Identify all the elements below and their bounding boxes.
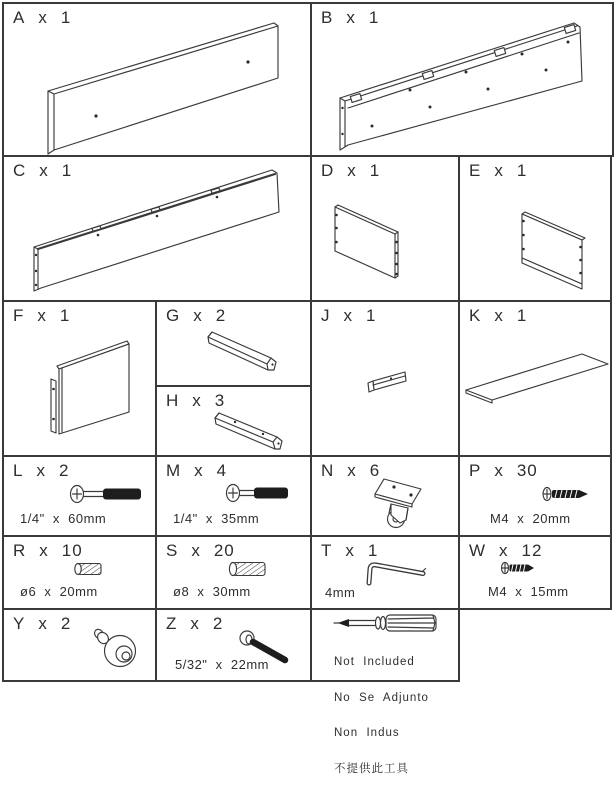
part-letter: Y	[13, 614, 26, 633]
panel-e-drawing	[460, 157, 610, 300]
part-letter: K	[469, 306, 482, 325]
part-cell-g	[155, 300, 312, 387]
part-letter: E	[469, 161, 482, 180]
times-sign: x	[193, 306, 203, 325]
part-qty: 1	[368, 8, 380, 27]
part-qty: 1	[516, 161, 528, 180]
part-qty: 1	[61, 161, 73, 180]
times-sign: x	[36, 461, 46, 480]
times-sign: x	[39, 161, 49, 180]
part-qty: 2	[58, 461, 70, 480]
sheet-k-drawing	[460, 302, 610, 455]
part-qty: 4	[216, 461, 228, 480]
times-sign: x	[345, 541, 355, 560]
part-qty: 3	[214, 391, 226, 410]
part-spec: ø8 x 30mm	[173, 584, 251, 599]
panel-a-drawing	[4, 4, 310, 155]
part-qty: 6	[369, 461, 381, 480]
part-cell-c	[2, 155, 312, 302]
times-sign: x	[190, 614, 200, 633]
part-letter: F	[13, 306, 25, 325]
times-sign: x	[192, 391, 202, 410]
times-sign: x	[499, 541, 509, 560]
times-sign: x	[39, 541, 49, 560]
part-letter: C	[13, 161, 27, 180]
not-included-box	[310, 608, 460, 775]
part-qty: 2	[212, 614, 224, 633]
part-cell-h	[155, 385, 312, 457]
times-sign: x	[37, 306, 47, 325]
part-qty: 2	[60, 614, 72, 633]
times-sign: x	[194, 461, 204, 480]
not-included-text	[334, 634, 429, 799]
rail-g-drawing	[157, 302, 310, 385]
part-letter: S	[166, 541, 179, 560]
part-cell-j	[310, 300, 460, 457]
part-spec: ø6 x 20mm	[20, 584, 98, 599]
part-letter: R	[13, 541, 27, 560]
times-sign: x	[494, 161, 504, 180]
part-qty: 1	[60, 8, 72, 27]
part-qty: 12	[521, 541, 543, 560]
part-cell-s	[155, 535, 312, 610]
part-qty: 2	[215, 306, 227, 325]
part-cell-p	[458, 455, 612, 537]
part-qty: 1	[516, 306, 528, 325]
part-qty: 10	[61, 541, 83, 560]
part-qty: 20	[213, 541, 235, 560]
part-cell-l	[2, 455, 157, 537]
part-spec: M4 x 20mm	[490, 511, 571, 526]
part-cell-w	[458, 535, 612, 610]
caster-icon	[312, 457, 458, 535]
part-cell-k	[458, 300, 612, 457]
part-letter: A	[13, 8, 26, 27]
part-cell-f	[2, 300, 157, 457]
part-spec: M4 x 15mm	[488, 584, 569, 599]
part-letter: G	[166, 306, 181, 325]
part-cell-b	[310, 2, 614, 157]
part-cell-z	[155, 608, 312, 682]
part-letter: T	[321, 541, 333, 560]
times-sign: x	[346, 8, 356, 27]
panel-d-drawing	[312, 157, 458, 300]
part-letter: W	[469, 541, 487, 560]
times-sign: x	[494, 461, 504, 480]
not-included-line: 不提供此工具	[334, 762, 409, 775]
times-sign: x	[191, 541, 201, 560]
panel-b-drawing	[312, 4, 612, 155]
knob-icon	[4, 610, 155, 680]
part-letter: L	[13, 461, 24, 480]
part-spec: 1/4" x 35mm	[173, 511, 260, 526]
panel-c-drawing	[4, 157, 310, 300]
times-sign: x	[347, 461, 357, 480]
times-sign: x	[347, 161, 357, 180]
part-letter: Z	[166, 614, 178, 633]
part-cell-t	[310, 535, 460, 610]
part-letter: D	[321, 161, 335, 180]
part-spec: 4mm	[325, 585, 356, 600]
times-sign: x	[38, 614, 48, 633]
times-sign: x	[38, 8, 48, 27]
part-cell-m	[155, 455, 312, 537]
part-cell-e	[458, 155, 612, 302]
part-cell-y	[2, 608, 157, 682]
rail-h-drawing	[157, 387, 310, 455]
part-letter: H	[166, 391, 180, 410]
part-qty: 1	[369, 161, 381, 180]
part-cell-a	[2, 2, 312, 157]
part-qty: 1	[59, 306, 71, 325]
part-letter: B	[321, 8, 334, 27]
times-sign: x	[494, 306, 504, 325]
part-qty: 30	[516, 461, 538, 480]
part-letter: J	[321, 306, 331, 325]
part-qty: 1	[366, 306, 377, 325]
part-spec: 5/32" x 22mm	[175, 657, 269, 672]
bar-j-drawing	[312, 302, 458, 455]
part-cell-r	[2, 535, 157, 610]
part-cell-d	[310, 155, 460, 302]
part-letter: M	[166, 461, 182, 480]
part-cell-n	[310, 455, 460, 537]
not-included-line: No Se Adjunto	[334, 691, 429, 704]
times-sign: x	[343, 306, 353, 325]
panel-f-drawing	[4, 302, 155, 455]
part-qty: 1	[367, 541, 379, 560]
part-letter: N	[321, 461, 335, 480]
not-included-line: Not Included	[334, 656, 415, 668]
part-letter: P	[469, 461, 482, 480]
part-spec: 1/4" x 60mm	[20, 511, 107, 526]
not-included-line: Non Indus	[334, 727, 400, 739]
